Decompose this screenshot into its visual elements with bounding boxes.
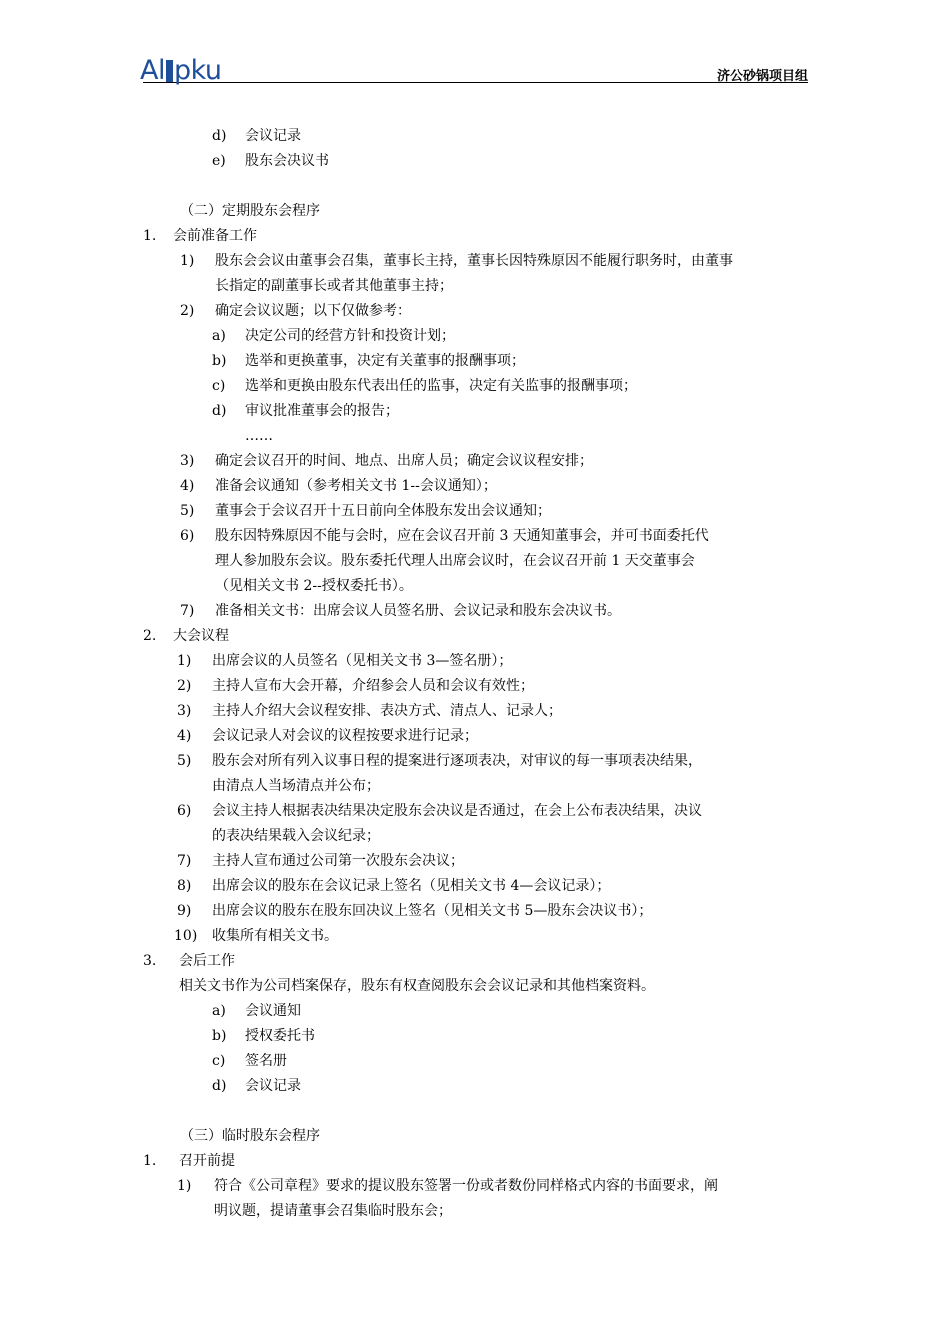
item-mark: 1) (180, 253, 195, 269)
item-line: 会议记录人对会议的议程按要求进行记录； (212, 728, 478, 744)
subitem-mark: d) (212, 1078, 227, 1094)
item-line: 的表决结果载入会议纪录； (212, 828, 380, 844)
item-mark: 8) (177, 878, 192, 894)
item-line: 长指定的副董事长或者其他董事主持； (215, 278, 453, 294)
subitem: 会议记录 (245, 1078, 301, 1094)
item-line: 主持人介绍大会议程安排、表决方式、清点人、记录人； (212, 703, 562, 719)
item-mark: 7) (180, 603, 195, 619)
list-item-mark: e) (212, 153, 226, 169)
part-title: 会后工作 (179, 953, 235, 969)
subitem: 会议通知 (245, 1003, 301, 1019)
part-mark: 3. (143, 953, 157, 969)
item-line: 由清点人当场清点并公布； (212, 778, 380, 794)
subitem-mark: a) (212, 328, 226, 344)
ellipsis: …… (245, 428, 273, 444)
subitem-mark: c) (212, 1053, 226, 1069)
item-line: 主持人宣布通过公司第一次股东会决议； (212, 853, 464, 869)
project-group-name: 济公砂锅项目组 (716, 69, 808, 84)
item-mark: 5) (177, 753, 192, 769)
part-mark: 1. (143, 1153, 157, 1169)
item-line: 理人参加股东会议。股东委托代理人出席会议时，在会议召开前 1 天交董事会 (215, 553, 695, 569)
subitem: 决定公司的经营方针和投资计划； (245, 328, 455, 344)
item-mark: 1) (177, 1178, 192, 1194)
item-line: 符合《公司章程》要求的提议股东签署一份或者数份同样格式内容的书面要求，阐 (214, 1178, 718, 1194)
item-line: 确定会议议题；以下仅做参考： (215, 303, 411, 319)
item-mark: 4) (177, 728, 192, 744)
subitem-mark: b) (212, 1028, 227, 1044)
item-line: 准备相关文书：出席会议人员签名册、会议记录和股东会决议书。 (215, 603, 621, 619)
item-mark: 10) (174, 928, 198, 944)
item-mark: 7) (177, 853, 192, 869)
subitem: 审议批准董事会的报告； (245, 403, 399, 419)
item-mark: 2) (177, 678, 192, 694)
item-mark: 1) (177, 653, 192, 669)
item-mark: 4) (180, 478, 195, 494)
part-title: 召开前提 (179, 1153, 235, 1169)
paragraph: 相关文书作为公司档案保存，股东有权查阅股东会会议记录和其他档案资料。 (179, 978, 655, 994)
subitem-mark: d) (212, 403, 227, 419)
list-item-mark: d) (212, 128, 227, 144)
subitem: 选举和更换由股东代表出任的监事，决定有关监事的报酬事项； (245, 378, 637, 394)
part-title: 会前准备工作 (173, 228, 257, 244)
logo-bar (166, 60, 173, 82)
item-mark: 3) (177, 703, 192, 719)
subitem-mark: a) (212, 1003, 226, 1019)
item-mark: 9) (177, 903, 192, 919)
subitem: 签名册 (245, 1053, 287, 1069)
list-item: 股东会决议书 (245, 153, 329, 169)
part-title: 大会议程 (173, 628, 229, 644)
company-logo (140, 52, 222, 84)
item-line: 会议主持人根据表决结果决定股东会决议是否通过，在会上公布表决结果，决议 (212, 803, 702, 819)
subitem-mark: c) (212, 378, 226, 394)
item-line: 股东会会议由董事会召集，董事长主持，董事长因特殊原因不能履行职务时，由董事 (215, 253, 733, 269)
header-rule (143, 82, 808, 83)
item-line: （见相关文书 2--授权委托书）。 (215, 578, 413, 594)
subitem-mark: b) (212, 353, 227, 369)
logo-text-a: Al (140, 55, 165, 86)
item-line: 明议题，提请董事会召集临时股东会； (214, 1203, 452, 1219)
section-title: （二）定期股东会程序 (180, 203, 320, 219)
item-mark: 6) (180, 528, 195, 544)
subitem: 选举和更换董事，决定有关董事的报酬事项； (245, 353, 525, 369)
logo-text-b: pku (173, 55, 222, 86)
item-line: 股东会对所有列入议事日程的提案进行逐项表决，对审议的每一事项表决结果， (212, 753, 702, 769)
item-mark: 2) (180, 303, 195, 319)
item-line: 股东因特殊原因不能与会时，应在会议召开前 3 天通知董事会，并可书面委托代 (215, 528, 709, 544)
part-mark: 2. (143, 628, 157, 644)
item-mark: 5) (180, 503, 195, 519)
part-mark: 1. (143, 228, 157, 244)
item-line: 确定会议召开的时间、地点、出席人员；确定会议议程安排； (215, 453, 593, 469)
item-line: 出席会议的股东在股东回决议上签名（见相关文书 5—股东会决议书）； (212, 903, 653, 919)
section-title: （三）临时股东会程序 (180, 1128, 320, 1144)
item-line: 收集所有相关文书。 (212, 928, 338, 944)
item-mark: 6) (177, 803, 192, 819)
item-line: 出席会议的人员签名（见相关文书 3—签名册）； (212, 653, 513, 669)
item-mark: 3) (180, 453, 195, 469)
item-line: 出席会议的股东在会议记录上签名（见相关文书 4—会议记录）； (212, 878, 611, 894)
list-item: 会议记录 (245, 128, 301, 144)
item-line: 准备会议通知（参考相关文书 1--会议通知）； (215, 478, 497, 494)
subitem: 授权委托书 (245, 1028, 315, 1044)
item-line: 主持人宣布大会开幕，介绍参会人员和会议有效性； (212, 678, 534, 694)
item-line: 董事会于会议召开十五日前向全体股东发出会议通知； (215, 503, 551, 519)
